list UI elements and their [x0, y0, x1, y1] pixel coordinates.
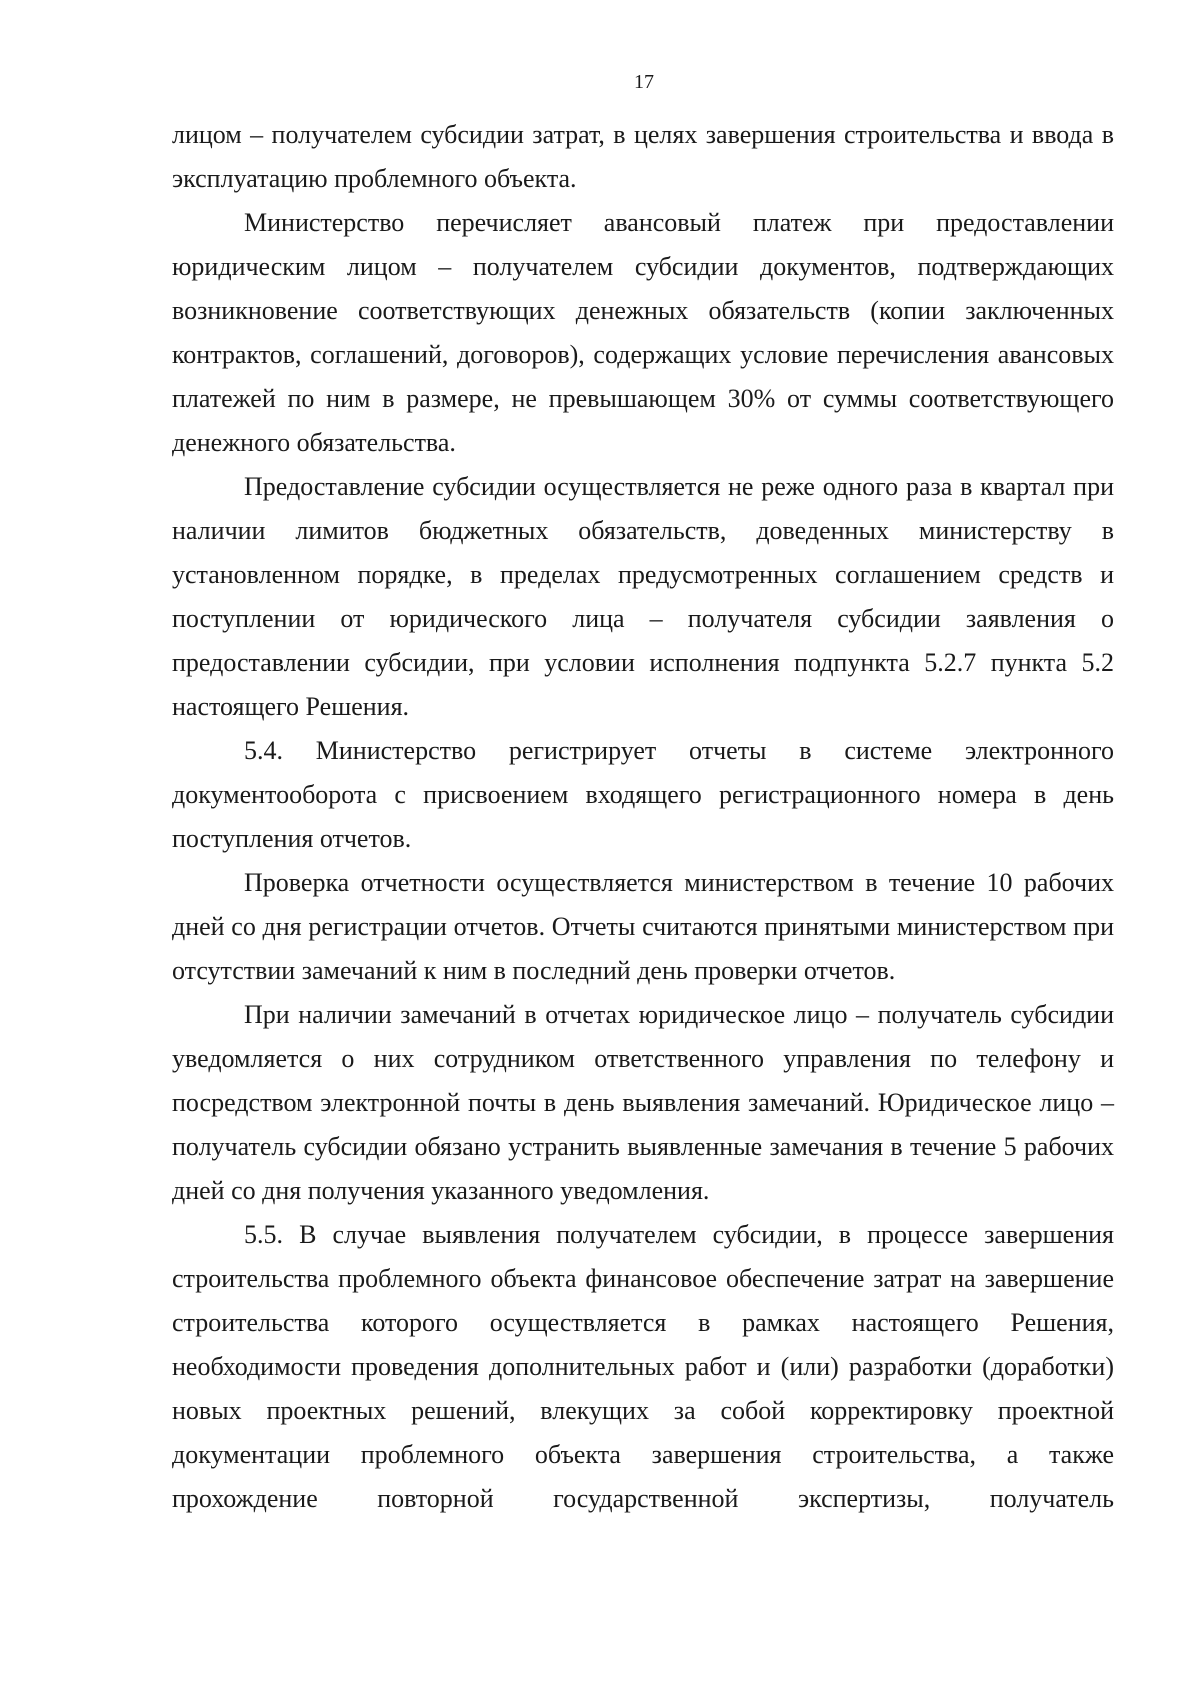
paragraph-5-4: 5.4. Министерство регистрирует отчеты в системе электронного документооборота с присвоением входящего регистрационного номера в день поступления отчетов. — [172, 736, 1114, 853]
page-number: 17 — [634, 71, 654, 93]
paragraph-subsidy-provision: Предоставление субсидии осуществляется не реже одного раза в квартал при наличии лимитов бюджетных обязательств, доведенных министерству в установленном порядке, в пределах предусмотренных соглашением средств и поступлении от юридического лица – получателя субсидии заявления о предоставлении субсидии, при условии исполнения подпункта 5.2.7 пункта 5.2 настоящего Решения. — [172, 472, 1114, 721]
document-body — [172, 113, 1114, 1521]
paragraph-5-5: 5.5. В случае выявления получателем субсидии, в процессе завершения строительства проблемного объекта финансовое обеспечение затрат на завершение строительства которого осуществляется в рамках настоящего Решения, необходимости проведения дополнительных работ и (или) разработки (доработки) новых проектных решений, влекущих за собой корректировку проектной документации проблемного объекта завершения строительства, а также прохождение повторной государственной экспертизы, получатель — [172, 1220, 1114, 1513]
paragraph-advance-payment: Министерство перечисляет авансовый платеж при предоставлении юридическим лицом – получателем субсидии документов, подтверждающих возникновение соответствующих денежных обязательств (копии заключенных контрактов, соглашений, договоров), содержащих условие перечисления авансовых платежей по ним в размере, не превышающем 30% от суммы соответствующего денежного обязательства. — [172, 208, 1114, 457]
paragraph-report-check: Проверка отчетности осуществляется министерством в течение 10 рабочих дней со дня регистрации отчетов. Отчеты считаются принятыми министерством при отсутствии замечаний к ним в последний день проверки отчетов. — [172, 868, 1114, 985]
paragraph-remarks: При наличии замечаний в отчетах юридическое лицо – получатель субсидии уведомляется о них сотрудником ответственного управления по телефону и посредством электронной почты в день выявления замечаний. Юридическое лицо – получатель субсидии обязано устранить выявленные замечания в течение 5 рабочих дней со дня получения указанного уведомления. — [172, 1000, 1114, 1205]
paragraph-continuation: лицом – получателем субсидии затрат, в целях завершения строительства и ввода в эксплуатацию проблемного объекта. — [172, 120, 1114, 193]
